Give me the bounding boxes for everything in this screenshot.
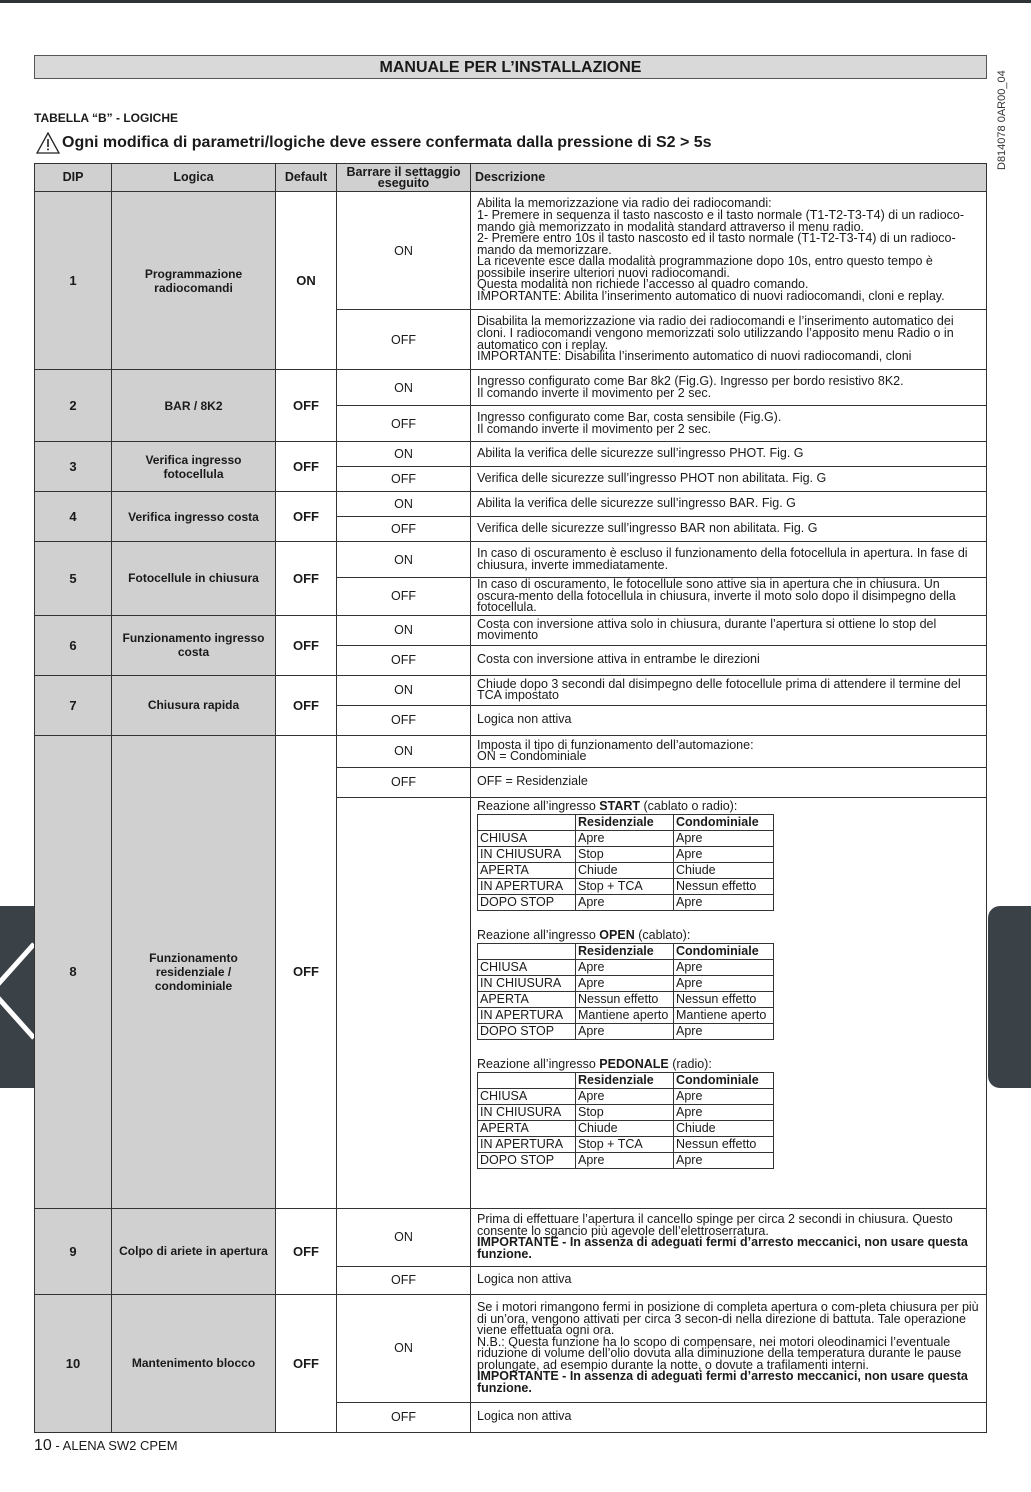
table-row — [35, 492, 987, 517]
reaction-table — [477, 1072, 774, 1169]
table-row — [35, 542, 987, 578]
warning-text: Ogni modifica di parametri/logiche deve essere confermata dalla pressione di S2 > 5s — [62, 134, 712, 151]
description-line: IMPORTANTE: Disabilita l’inserimento automatico di nuovi radiocomandi, cloni — [477, 349, 912, 364]
reaction-row — [478, 862, 774, 878]
reaction-value: Chiude — [674, 1120, 774, 1136]
setting-checkbox-on[interactable]: ON — [337, 542, 471, 578]
gate-state: IN APERTURA — [478, 878, 576, 894]
reaction-value: Chiude — [674, 862, 774, 878]
reaction-caption — [477, 928, 980, 942]
reaction-header-cell: Condominiale — [674, 1072, 774, 1088]
reaction-value: Apre — [674, 1088, 774, 1104]
dip-number: 2 — [35, 370, 112, 442]
description-line: Se i motori rimangono fermi in posizione di completa apertura o com-pleta chiusura per più di un’ora, vengono attivati per circa 3 secon-di nella direzione di battuta. Tale operazione viene effettuata ogni ora. — [477, 1299, 979, 1338]
reaction-row — [478, 1023, 774, 1039]
description-cell — [471, 675, 987, 705]
col-header-setting: Barrare il settaggio eseguito — [337, 164, 471, 192]
table-row — [35, 370, 987, 406]
description-line: Costa con inversione attiva solo in chiusura, durante l’apertura si ottiene lo stop del movimento — [477, 616, 937, 643]
input-name: START — [599, 798, 641, 813]
gate-state: APERTA — [478, 862, 576, 878]
setting-checkbox-off[interactable]: OFF — [337, 406, 471, 442]
dip-number: 9 — [35, 1208, 112, 1294]
default-value: OFF — [276, 675, 337, 735]
reaction-value: Apre — [674, 846, 774, 862]
side-tab-right — [988, 906, 1031, 1088]
gate-state: CHIUSA — [478, 1088, 576, 1104]
description-line: Disabilita la memorizzazione via radio dei radiocomandi e l’inserimento automatico dei cloni. I radiocomandi vengono memorizzati solo utilizzando l’apposito menu Radio o in automatico con i replay. — [477, 314, 954, 352]
top-rule — [0, 0, 1031, 3]
reaction-row — [478, 1120, 774, 1136]
logic-name: Verifica ingresso fotocellula — [112, 442, 276, 492]
description-line: Logica non attiva — [477, 1409, 572, 1424]
reaction-row — [478, 1104, 774, 1120]
reaction-value: Apre — [576, 1152, 674, 1168]
reaction-value: Stop — [576, 1104, 674, 1120]
description-line: Il comando inverte il movimento per 2 sec. — [477, 385, 712, 400]
reaction-value: Apre — [674, 959, 774, 975]
description-cell — [471, 1294, 987, 1402]
description-line: Abilita la memorizzazione via radio dei radiocomandi: — [477, 196, 772, 211]
gate-state: IN CHIUSURA — [478, 975, 576, 991]
spacer — [477, 1040, 980, 1057]
gate-state: CHIUSA — [478, 959, 576, 975]
gate-state: IN APERTURA — [478, 1136, 576, 1152]
reaction-value: Stop — [576, 846, 674, 862]
table-row — [35, 192, 987, 310]
caption-suffix: (radio): — [668, 1056, 712, 1071]
reaction-value: Nessun effetto — [674, 1136, 774, 1152]
description-cell — [471, 442, 987, 467]
logic-name: Chiusura rapida — [112, 675, 276, 735]
logic-name: Funzionamento residenziale / condominiale — [112, 735, 276, 1208]
page-number: 10 — [34, 1437, 52, 1454]
product-name: ALENA SW2 CPEM — [62, 1438, 178, 1453]
description-cell — [471, 467, 987, 492]
reaction-row — [478, 830, 774, 846]
col-header-descrizione: Descrizione — [471, 164, 987, 192]
reaction-value: Apre — [674, 1104, 774, 1120]
description-cell — [471, 492, 987, 517]
gate-state: APERTA — [478, 1120, 576, 1136]
description-cell — [471, 1266, 987, 1294]
reaction-value: Chiude — [576, 862, 674, 878]
setting-checkbox-on[interactable]: ON — [337, 615, 471, 645]
logic-name: Verifica ingresso costa — [112, 492, 276, 542]
description-line: In caso di oscuramento, le fotocellule sono attive sia in apertura che in chiusura. Un oscura-mento della fotocellula in chiusura, inverte il moto solo dopo il disimpegno della fotocellula. — [477, 577, 956, 615]
reaction-header-cell: Condominiale — [674, 943, 774, 959]
reaction-value: Apre — [674, 894, 774, 910]
table-header-row — [35, 164, 987, 192]
logic-name: Mantenimento blocco — [112, 1294, 276, 1432]
dip-number: 1 — [35, 192, 112, 370]
reaction-table — [477, 943, 774, 1040]
description-cell — [471, 1208, 987, 1266]
setting-checkbox-off[interactable]: OFF — [337, 1402, 471, 1432]
reaction-caption — [477, 1057, 980, 1071]
reaction-value: Apre — [674, 1023, 774, 1039]
reaction-value: Apre — [674, 1152, 774, 1168]
description-line: Verifica delle sicurezze sull’ingresso PHOT non abilitata. Fig. G — [477, 471, 827, 486]
setting-checkbox-off[interactable]: OFF — [337, 705, 471, 735]
reaction-row — [478, 894, 774, 910]
reaction-value: Apre — [674, 830, 774, 846]
page-title: MANUALE PER L’INSTALLAZIONE — [34, 55, 987, 79]
setting-checkbox-on[interactable]: ON — [337, 1208, 471, 1266]
reaction-block — [477, 1057, 980, 1169]
caption-prefix: Reazione all’ingresso — [477, 927, 600, 942]
reaction-block — [477, 799, 980, 911]
dip-number: 3 — [35, 442, 112, 492]
caption-prefix: Reazione all’ingresso — [477, 1056, 600, 1071]
dip-number: 8 — [35, 735, 112, 1208]
default-value: OFF — [276, 1294, 337, 1432]
warning-icon — [36, 132, 60, 154]
default-value: OFF — [276, 542, 337, 616]
input-name: PEDONALE — [599, 1056, 669, 1071]
reaction-value: Apre — [576, 975, 674, 991]
reaction-row — [478, 878, 774, 894]
description-cell — [471, 406, 987, 442]
reaction-block — [477, 928, 980, 1040]
reaction-row — [478, 1088, 774, 1104]
setting-checkbox-off[interactable]: OFF — [337, 310, 471, 370]
footer-separator: - — [55, 1438, 60, 1453]
description-cell — [471, 1402, 987, 1432]
setting-checkbox-on[interactable]: ON — [337, 370, 471, 406]
spacer — [477, 911, 980, 928]
col-header-dip: DIP — [35, 164, 112, 192]
gate-state: DOPO STOP — [478, 1023, 576, 1039]
description-line: La ricevente esce dalla modalità programmazione dopo 10s, entro questo tempo è possibile inserire ulteriori nuovi radiocomandi. — [477, 254, 933, 280]
description-cell — [471, 517, 987, 542]
table-row — [35, 735, 987, 767]
caption-suffix: (cablato): — [634, 927, 691, 942]
description-line: Chiude dopo 3 secondi dal disimpegno delle fotocellule prima di attendere il termine del TCA impostato — [477, 676, 961, 703]
important-note: IMPORTANTE - In assenza di adeguati fermi d’arresto meccanici, non usare questa funzione. — [477, 1369, 968, 1396]
description-line: Questa modalità non richiede l’accesso al quadro comando. — [477, 277, 809, 292]
description-line: Costa con inversione attiva in entrambe le direzioni — [477, 652, 760, 667]
reaction-header-row — [478, 943, 774, 959]
description-cell — [471, 735, 987, 767]
gate-state: APERTA — [478, 991, 576, 1007]
logic-name: Funzionamento ingresso costa — [112, 615, 276, 675]
description-line: 2- Premere entro 10s il tasto nascosto ed il tasto normale (T1-T2-T3-T4) di un radioco-mando da memorizzare. — [477, 231, 956, 257]
reaction-value: Stop + TCA — [576, 1136, 674, 1152]
logic-table — [34, 163, 987, 1433]
description-cell — [471, 310, 987, 370]
setting-checkbox-off[interactable]: OFF — [337, 645, 471, 675]
reaction-header-cell — [478, 1072, 576, 1088]
setting-checkbox-on[interactable]: ON — [337, 492, 471, 517]
description-line: Prima di effettuare l’apertura il cancello spinge per circa 2 secondi in chiusura. Questo consente lo sgancio più agevole dell’elettroserratura. — [477, 1212, 953, 1238]
reaction-value: Apre — [576, 1023, 674, 1039]
description-line: In caso di oscuramento è escluso il funzionamento della fotocellula in apertura. In fase di chiusura, inverte immediatamente. — [477, 545, 968, 572]
gate-state: DOPO STOP — [478, 1152, 576, 1168]
dip-number: 4 — [35, 492, 112, 542]
setting-checkbox-off[interactable]: OFF — [337, 1266, 471, 1294]
default-value: OFF — [276, 1208, 337, 1294]
reaction-value: Stop + TCA — [576, 878, 674, 894]
description-line: Logica non attiva — [477, 1272, 572, 1287]
description-cell — [471, 192, 987, 310]
reaction-header-cell: Residenziale — [576, 1072, 674, 1088]
reaction-header-cell — [478, 814, 576, 830]
gate-state: IN APERTURA — [478, 1007, 576, 1023]
default-value: OFF — [276, 370, 337, 442]
setting-checkbox-off[interactable]: OFF — [337, 578, 471, 616]
description-line: Il comando inverte il movimento per 2 sec. — [477, 421, 712, 436]
dip-number: 7 — [35, 675, 112, 735]
reaction-row — [478, 846, 774, 862]
setting-checkbox-on[interactable]: ON — [337, 192, 471, 310]
setting-checkbox-on[interactable]: ON — [337, 442, 471, 467]
gate-state: CHIUSA — [478, 830, 576, 846]
default-value: OFF — [276, 492, 337, 542]
reaction-tables-cell — [471, 797, 987, 1208]
table-row — [35, 1208, 987, 1266]
reaction-value: Nessun effetto — [674, 991, 774, 1007]
col-header-default: Default — [276, 164, 337, 192]
reaction-row — [478, 975, 774, 991]
default-value: OFF — [276, 735, 337, 1208]
reaction-value: Apre — [576, 1088, 674, 1104]
dip-number: 6 — [35, 615, 112, 675]
reaction-row — [478, 1007, 774, 1023]
setting-checkbox-on[interactable]: ON — [337, 675, 471, 705]
warning-note — [36, 132, 712, 154]
reaction-table — [477, 814, 774, 911]
setting-checkbox-on[interactable]: ON — [337, 735, 471, 767]
reaction-row — [478, 959, 774, 975]
description-cell — [471, 370, 987, 406]
reaction-value: Nessun effetto — [576, 991, 674, 1007]
description-line: Imposta il tipo di funzionamento dell’automazione: — [477, 737, 754, 752]
reaction-value: Apre — [576, 894, 674, 910]
reaction-header-cell: Residenziale — [576, 814, 674, 830]
dip-number: 10 — [35, 1294, 112, 1432]
col-header-logica: Logica — [112, 164, 276, 192]
description-line: N.B.: Questa funzione ha lo scopo di compensare, nei motori oleodinamici l’eventuale riduzione di volume dell’olio dovuta alla diminuzione della temperatura durante le pause prolungate, ad esempio durante la notte, o dovute a trafilamenti interni. — [477, 1334, 962, 1372]
caption-suffix: (cablato o radio): — [640, 798, 738, 813]
reaction-header-row — [478, 1072, 774, 1088]
description-line: Verifica delle sicurezze sull’ingresso BAR non abilitata. Fig. G — [477, 521, 818, 536]
description-line: Logica non attiva — [477, 712, 572, 727]
input-name: OPEN — [599, 927, 635, 942]
default-value: OFF — [276, 442, 337, 492]
description-cell — [471, 705, 987, 735]
description-line: Abilita la verifica delle sicurezze sull’ingresso PHOT. Fig. G — [477, 446, 804, 461]
logic-name: Programmazione radiocomandi — [112, 192, 276, 370]
default-value: ON — [276, 192, 337, 370]
description-line: 1- Premere in sequenza il tasto nascosto e il tasto normale (T1-T2-T3-T4) di un radioco-mando già memorizzato in modalità standard attraverso il menu radio. — [477, 207, 965, 234]
table-title: TABELLA “B” - LOGICHE — [34, 111, 178, 125]
logic-name: BAR / 8K2 — [112, 370, 276, 442]
setting-checkbox-on[interactable]: ON — [337, 1294, 471, 1402]
reaction-value: Apre — [576, 959, 674, 975]
description-line: Abilita la verifica delle sicurezze sull’ingresso BAR. Fig. G — [477, 496, 796, 511]
document-code: D814078 0AR00_04 — [996, 70, 1008, 170]
reaction-header-cell: Condominiale — [674, 814, 774, 830]
reaction-value: Apre — [674, 975, 774, 991]
reaction-row — [478, 1136, 774, 1152]
description-cell — [471, 578, 987, 616]
table-row — [35, 675, 987, 705]
description-line: Ingresso configurato come Bar 8k2 (Fig.G). Ingresso per bordo resistivo 8K2. — [477, 373, 904, 388]
description-cell — [471, 542, 987, 578]
reaction-row — [478, 991, 774, 1007]
reaction-value: Mantiene aperto — [576, 1007, 674, 1023]
description-line: ON = Condominiale — [477, 749, 587, 764]
description-line: OFF = Residenziale — [477, 774, 588, 789]
setting-blank[interactable] — [337, 797, 471, 1208]
table-row — [35, 1294, 987, 1402]
setting-checkbox-off[interactable]: OFF — [337, 517, 471, 542]
logic-name: Fotocellule in chiusura — [112, 542, 276, 616]
dip-number: 5 — [35, 542, 112, 616]
gate-state: IN CHIUSURA — [478, 1104, 576, 1120]
reaction-value: Chiude — [576, 1120, 674, 1136]
description-cell — [471, 645, 987, 675]
description-cell — [471, 615, 987, 645]
table-row — [35, 442, 987, 467]
caption-prefix: Reazione all’ingresso — [477, 798, 600, 813]
reaction-value: Mantiene aperto — [674, 1007, 774, 1023]
important-note: IMPORTANTE - In assenza di adeguati fermi d’arresto meccanici, non usare questa funzione. — [477, 1235, 968, 1261]
description-line: IMPORTANTE: Abilita l’inserimento automatico di nuovi radiocomandi, cloni e replay. — [477, 289, 945, 304]
reaction-value: Apre — [576, 830, 674, 846]
reaction-header-cell: Residenziale — [576, 943, 674, 959]
description-cell — [471, 767, 987, 797]
description-line: Ingresso configurato come Bar, costa sensibile (Fig.G). — [477, 409, 782, 424]
table-row — [35, 615, 987, 645]
page-footer — [34, 1437, 178, 1455]
gate-state: IN CHIUSURA — [478, 846, 576, 862]
reaction-header-row — [478, 814, 774, 830]
setting-checkbox-off[interactable]: OFF — [337, 467, 471, 492]
logic-name: Colpo di ariete in apertura — [112, 1208, 276, 1294]
setting-checkbox-off[interactable]: OFF — [337, 767, 471, 797]
reaction-header-cell — [478, 943, 576, 959]
default-value: OFF — [276, 615, 337, 675]
reaction-row — [478, 1152, 774, 1168]
gate-state: DOPO STOP — [478, 894, 576, 910]
reaction-value: Nessun effetto — [674, 878, 774, 894]
reaction-caption — [477, 799, 980, 813]
